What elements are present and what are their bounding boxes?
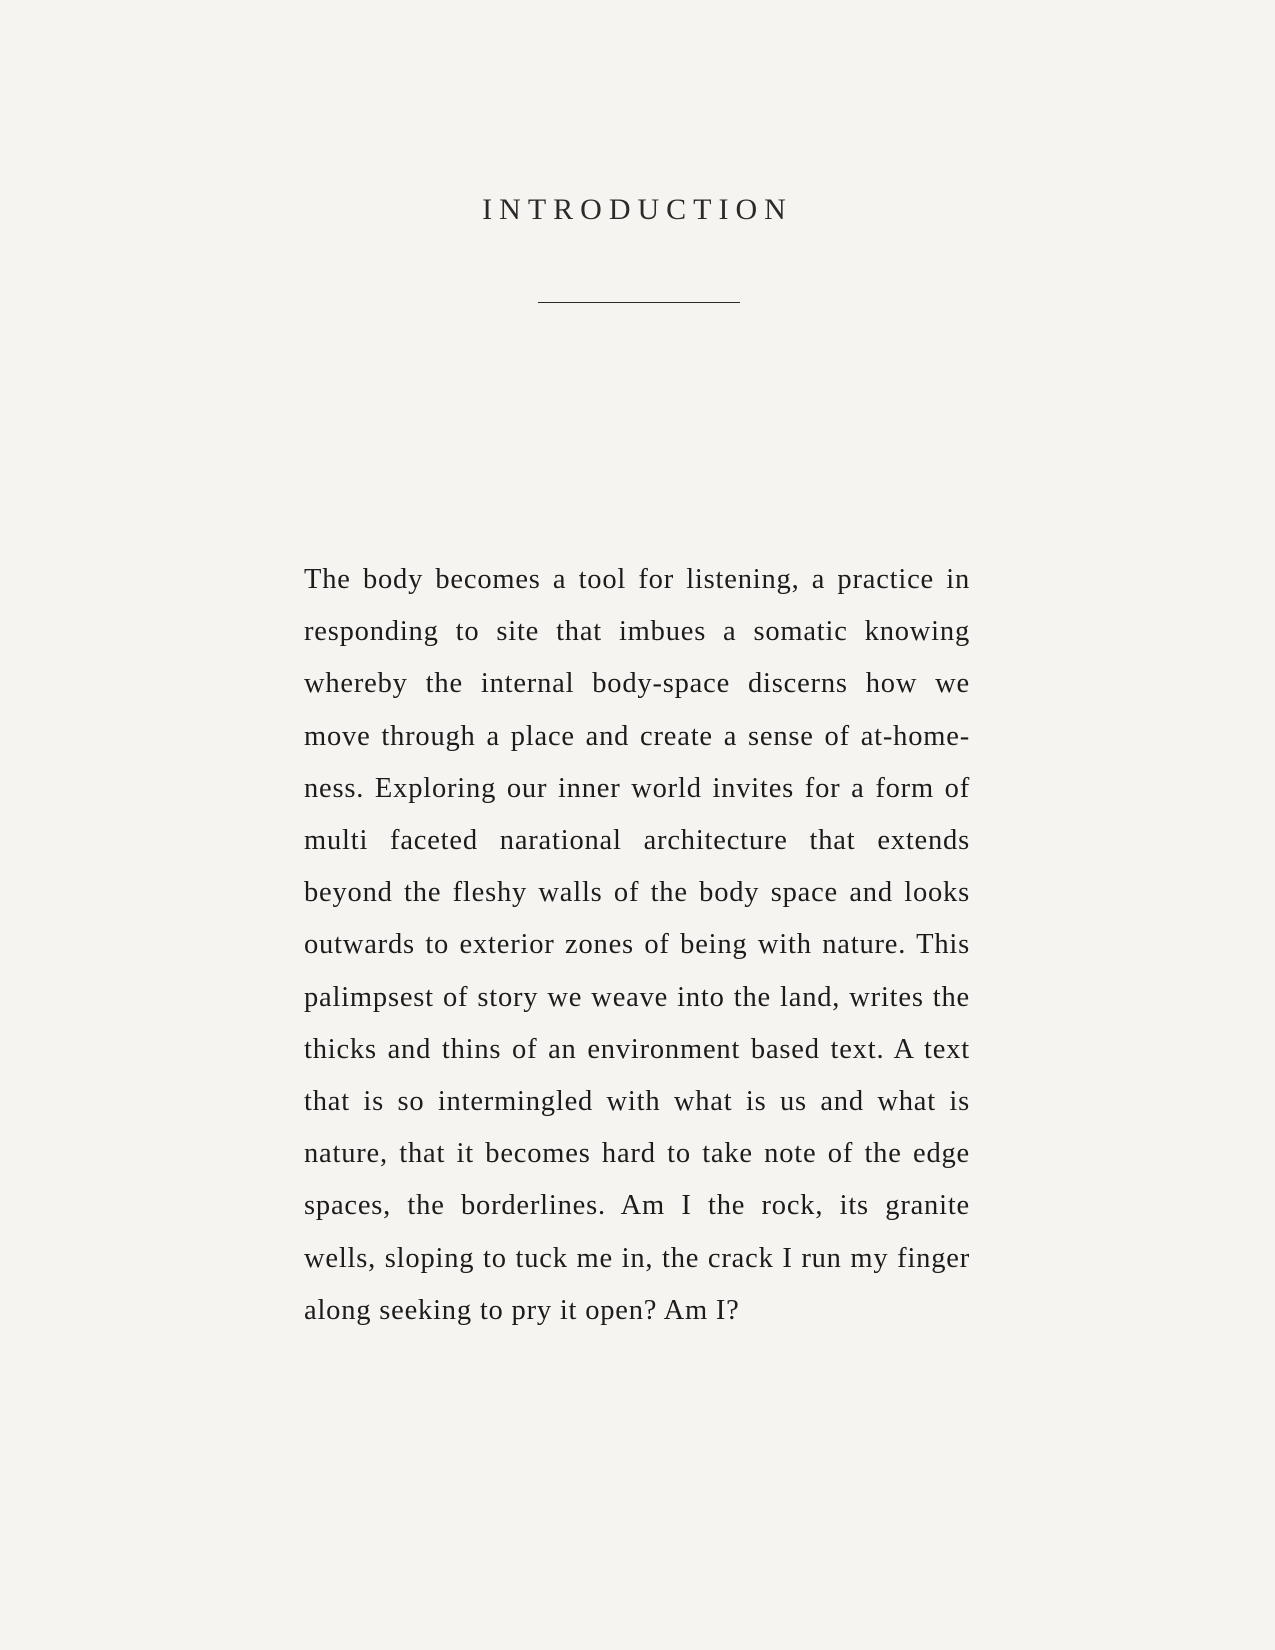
title-divider bbox=[538, 302, 740, 303]
body-paragraph: The body becomes a tool for listening, a practice in responding to site that imbues a somatic knowing whereby the internal body-space discerns how we move through a place and create a sense of at-home-ness. Exploring our inner world invites for a form of multi faceted narational architecture that extends beyond the fleshy walls of the body space and looks outwards to exterior zones of being with nature. This palimpsest of story we weave into the land, writes the thicks and thins of an environment based text. A text that is so intermingled with what is us and what is nature, that it becomes hard to take note of the edge spaces, the borderlines. Am I the rock, its granite wells, sloping to tuck me in, the crack I run my finger along seeking to pry it open? Am I? bbox=[304, 564, 970, 1326]
page-title: INTRODUCTION bbox=[482, 193, 793, 226]
